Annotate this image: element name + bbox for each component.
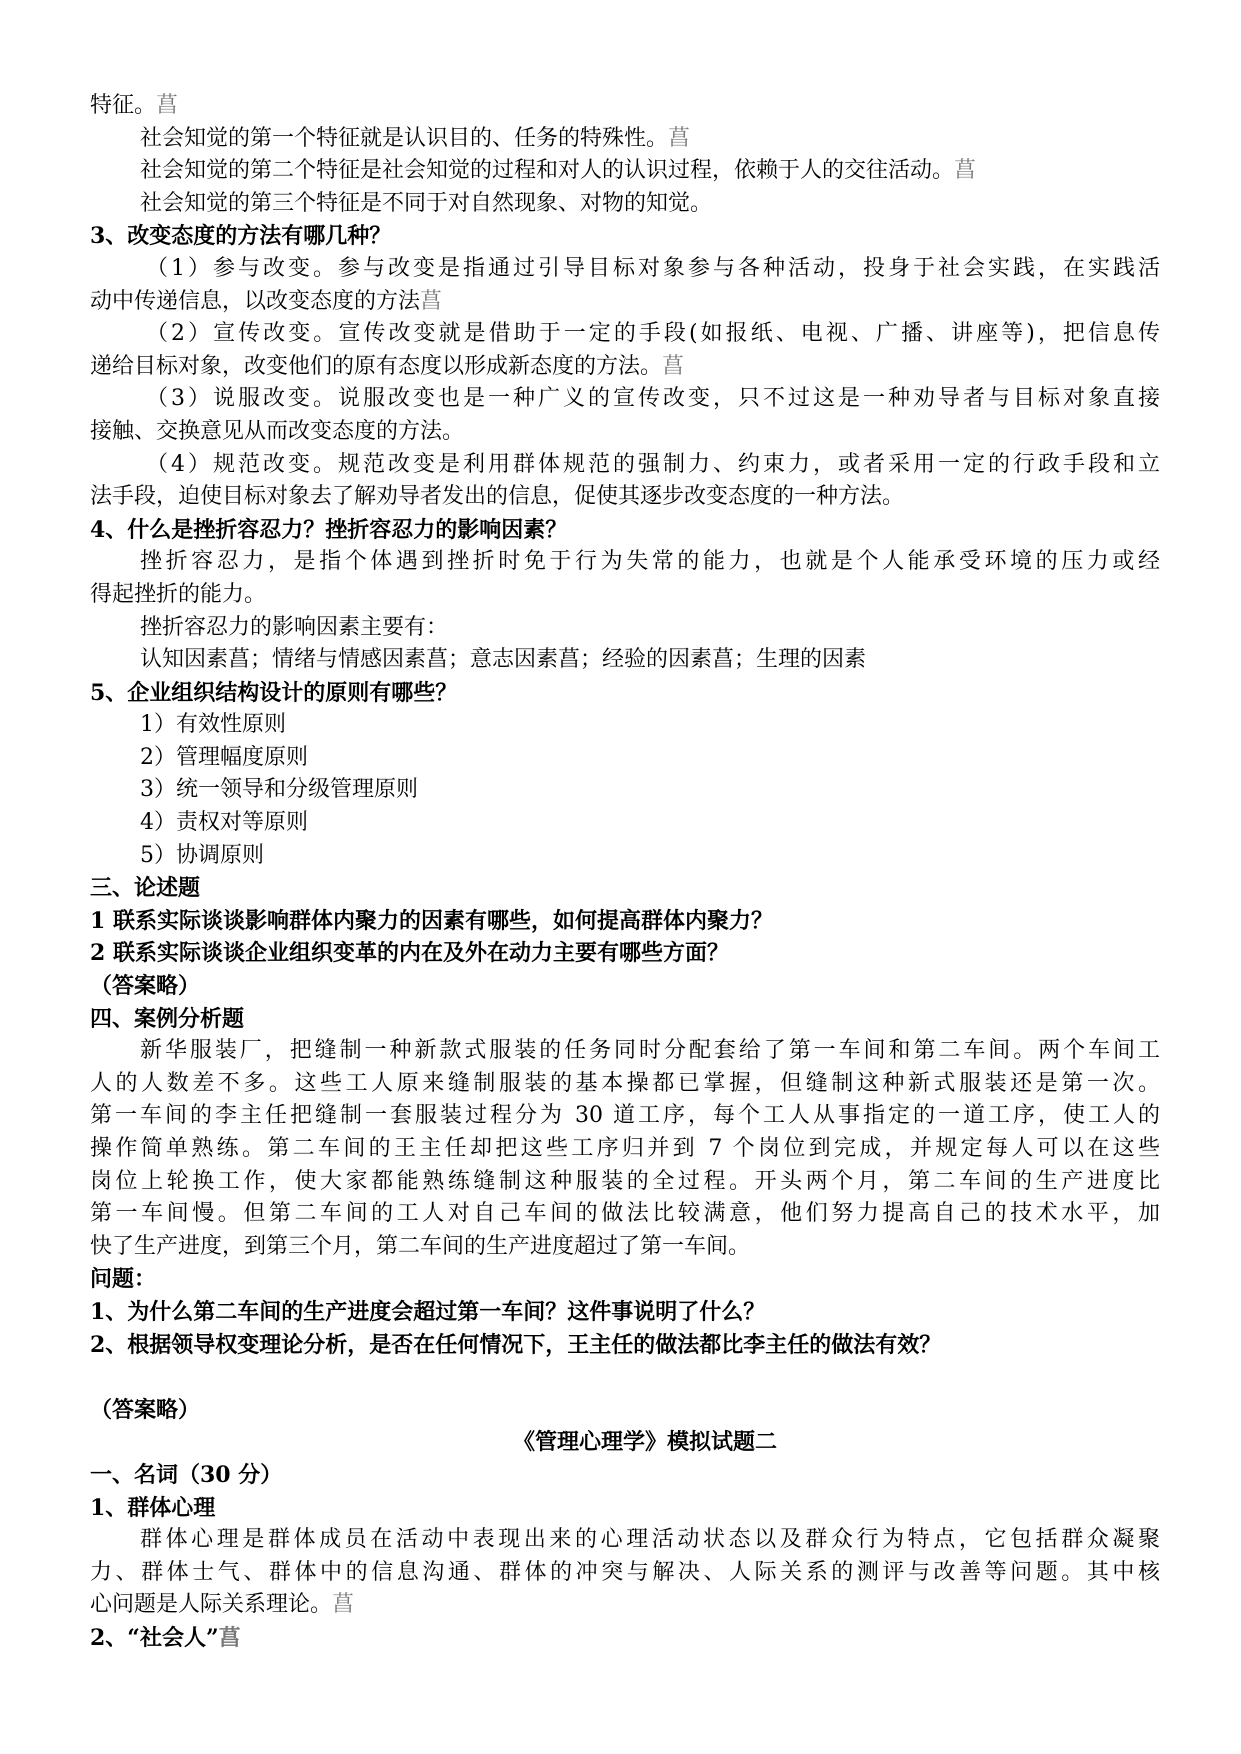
text-line: 社会知觉的第三个特征是不同于对自然现象、对物的知觉。 <box>140 190 713 216</box>
document-page <box>90 90 1160 1655</box>
text-line: 新华服装厂，把缝制一种新款式服装的任务同时分配套给了第一车间和第二车间。两个车间工 <box>140 1038 1160 1064</box>
text-line: 操作简单熟练。第二车间的王主任却把这些工序归并到 7 个岗位到完成，并规定每人可以在这些 <box>90 1136 1160 1161</box>
section-heading: 四、案例分析题 <box>90 1005 245 1032</box>
answer-note: （答案略） <box>90 973 201 1000</box>
exam-title: 《管理心理学》模拟试题二 <box>512 1429 777 1456</box>
text-line: （3）说服改变。说服改变也是一种广义的宣传改变，只不过这是一种劝导者与目标对象直接 <box>146 386 1160 412</box>
text-line: 快了生产进度，到第三个月，第二车间的生产进度超过了第一车间。 <box>90 1233 751 1259</box>
text-line: 挫折容忍力的影响因素主要有： <box>140 614 449 640</box>
section-heading: 三、论述题 <box>90 875 201 902</box>
section-heading: 一、名词（30 分） <box>90 1461 283 1488</box>
text-line: （1）参与改变。参与改变是指通过引导目标对象参与各种活动，投身于社会实践，在实践活 <box>146 255 1160 281</box>
list-item: 2）管理幅度原则 <box>140 744 308 770</box>
text-line: 接触、交换意见从而改变态度的方法。 <box>90 418 465 444</box>
list-item: 1）有效性原则 <box>140 712 286 738</box>
text-line: 认知因素菖；情绪与情感因素菖；意志因素菖；经验的因素菖；生理的因素 <box>140 647 867 673</box>
text-line: 岗位上轮换工作，使大家都能熟练缝制这种服装的全过程。开头两个月，第二车间的生产进度比 <box>90 1168 1160 1194</box>
question-heading: 1、为什么第二车间的生产进度会超过第一车间？这件事说明了什么？ <box>90 1298 766 1325</box>
question-heading: 2、根据领导权变理论分析，是否在任何情况下，王主任的做法都比李主任的做法有效？ <box>90 1331 942 1358</box>
text-line: 力、群体士气、群体中的信息沟通、群体的冲突与解决、人际关系的测评与改善等问题。其中核 <box>90 1559 1160 1585</box>
term-heading: 2、“社会人”菖 <box>90 1624 241 1651</box>
text-line: 动中传递信息，以改变态度的方法菖 <box>90 288 443 314</box>
text-line: 第一车间的李主任把缝制一套服装过程分为 30 道工序，每个工人从事指定的一道工序，使工人的 <box>90 1103 1160 1129</box>
question-heading: 2 联系实际谈谈企业组织变革的内在及外在动力主要有哪些方面？ <box>90 940 729 967</box>
term-heading: 1、群体心理 <box>90 1494 216 1521</box>
question-heading: 1 联系实际谈谈影响群体内聚力的因素有哪些，如何提高群体内聚力？ <box>90 907 773 934</box>
text-line: 人的人数差不多。这些工人原来缝制服装的基本操都已掌握，但缝制这种新式服装还是第一次。 <box>90 1070 1160 1096</box>
question-heading: 5、企业组织结构设计的原则有哪些？ <box>90 679 458 706</box>
answer-note: （答案略） <box>90 1396 201 1423</box>
text-line: 法手段，迫使目标对象去了解劝导者发出的信息，促使其逐步改变态度的一种方法。 <box>90 484 905 510</box>
text-line: 特征。菖 <box>90 93 179 118</box>
text-line: 社会知觉的第二个特征是社会知觉的过程和对人的认识过程，依赖于人的交往活动。菖 <box>140 158 977 184</box>
list-item: 4）责权对等原则 <box>140 810 308 836</box>
text-line: 群体心理是群体成员在活动中表现出来的心理活动状态以及群众行为特点，它包括群众凝聚 <box>140 1527 1160 1553</box>
text-line: 挫折容忍力，是指个体遇到挫折时免于行为失常的能力，也就是个人能承受环境的压力或经 <box>140 549 1160 575</box>
question-heading: 问题： <box>90 1266 157 1293</box>
question-heading: 4、什么是挫折容忍力？挫折容忍力的影响因素？ <box>90 516 568 543</box>
text-line: 得起挫折的能力。 <box>90 581 267 607</box>
text-line: 递给目标对象，改变他们的原有态度以形成新态度的方法。菖 <box>90 353 685 379</box>
list-item: 3）统一领导和分级管理原则 <box>140 777 418 803</box>
blank-line <box>90 1361 1160 1394</box>
text-line: （2）宣传改变。宣传改变就是借助于一定的手段(如报纸、电视、广播、讲座等)，把信息传 <box>146 321 1160 347</box>
text-line: 心问题是人际关系理论。菖 <box>90 1592 355 1618</box>
text-line: （4）规范改变。规范改变是利用群体规范的强制力、约束力，或者采用一定的行政手段和立 <box>146 451 1160 477</box>
list-item: 5）协调原则 <box>140 842 264 868</box>
text-line: 社会知觉的第一个特征就是认识目的、任务的特殊性。菖 <box>140 125 691 151</box>
text-line: 第一车间慢。但第二车间的工人对自己车间的做法比较满意，他们努力提高自己的技术水平，加 <box>90 1201 1160 1227</box>
question-heading: 3、改变态度的方法有哪几种？ <box>90 223 392 250</box>
